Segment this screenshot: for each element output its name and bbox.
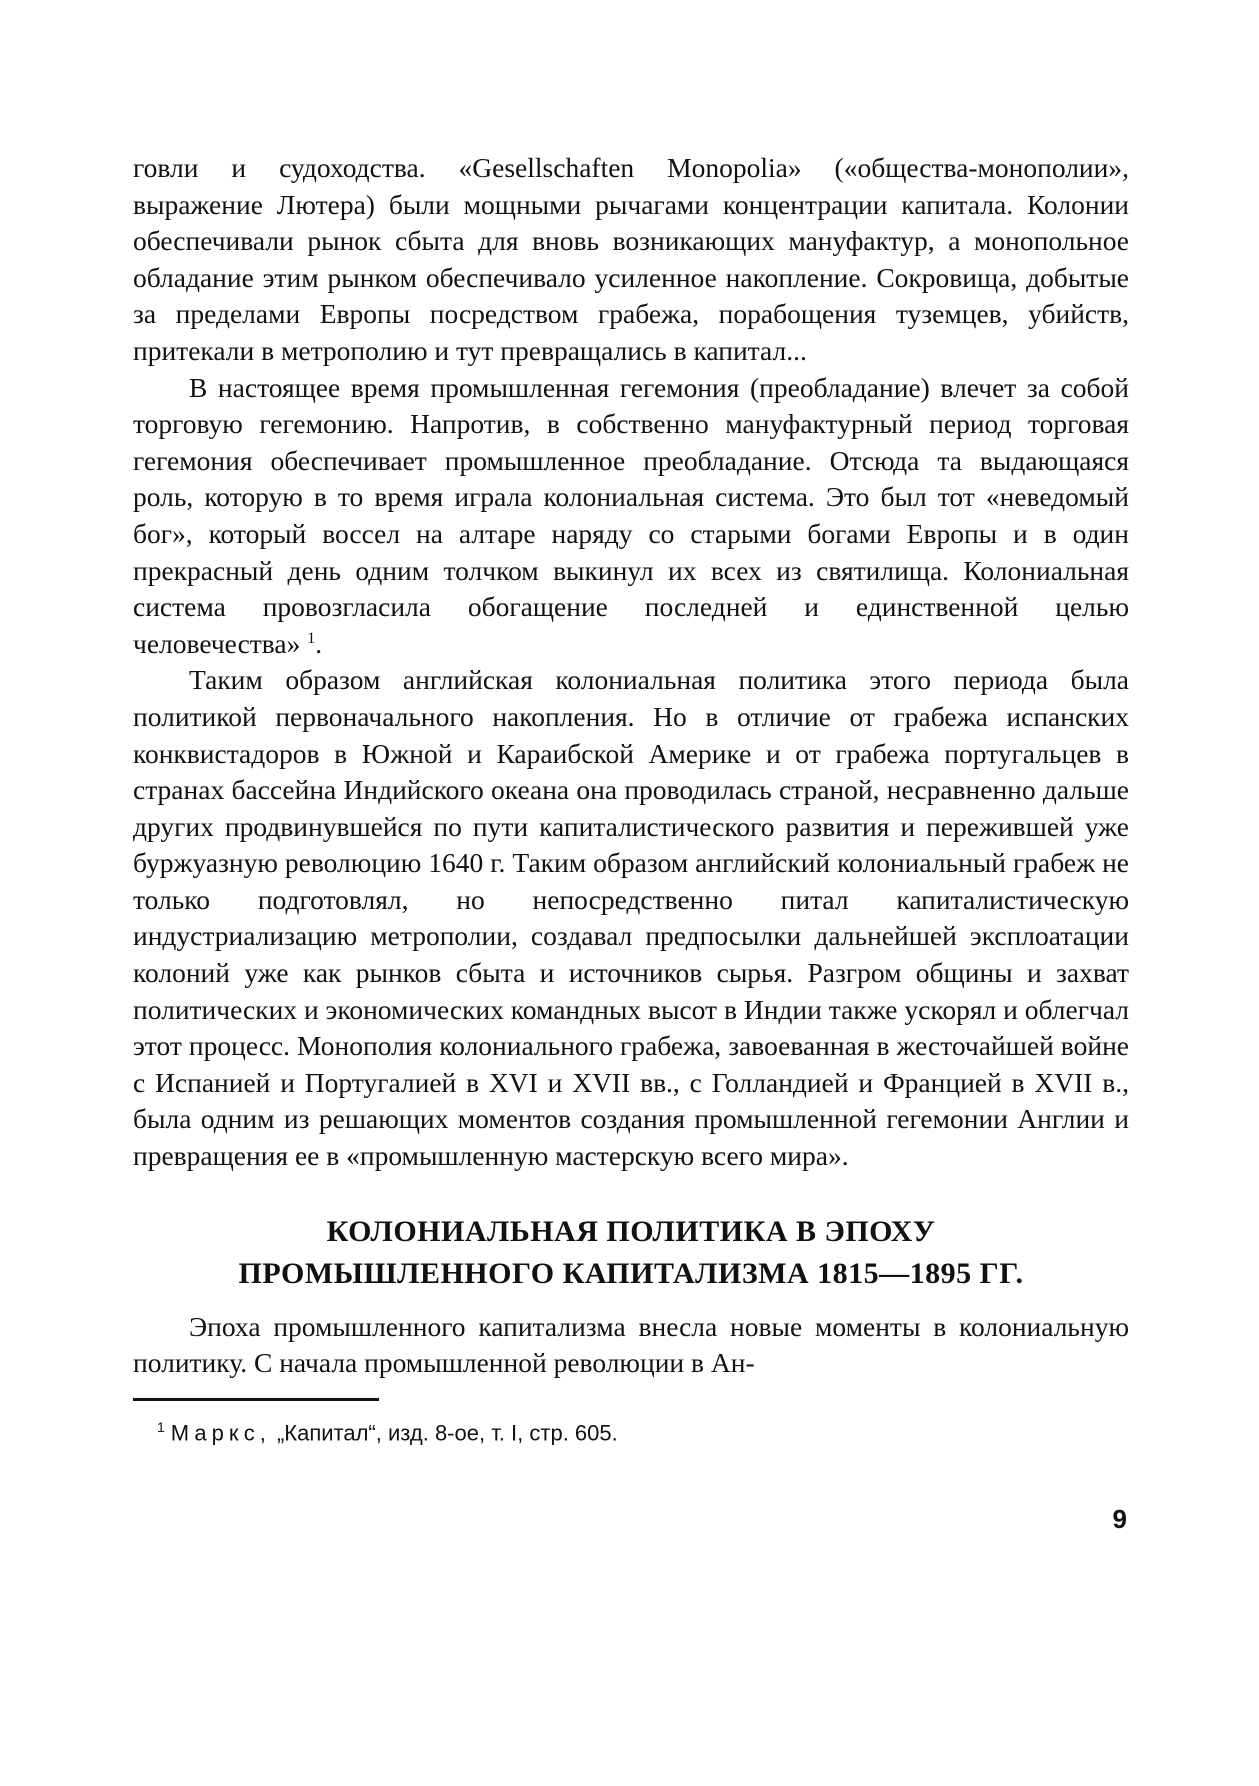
footnote-mark: 1 [157,1418,165,1435]
paragraph-text: говли и судоходства. «Gesellschaften Monopolia» («общества-монополии», выражение Лютера) были мощными рычагами концентрации капитала. Колонии обеспечивали рынок сбыта для вновь возникающих мануфактур, а монопольное обладание этим рынком обеспечивало усиленное накопление. Сокровища, добытые за пределами Европы посредством грабежа, порабощения туземцев, убийств, притекали в метрополию и тут превращались в капитал... [133,152,1129,366]
section-heading-line-1: КОЛОНИАЛЬНАЯ ПОЛИТИКА В ЭПОХУ [326,1214,936,1248]
footnote-author: Маркс, [170,1420,271,1446]
page-number: 9 [1112,1504,1127,1534]
footnote-text: „Капитал“, изд. 8-ое, т. I, стр. 605. [276,1420,618,1446]
footnote-reference: 1 [307,629,316,647]
paragraph-hegemony: В настоящее время промышленная гегемония (преобладание) влечет за собой торговую гегемонию. Напротив, в собственно мануфактурный период торговая гегемония обеспечивает промышленное преобладание. Отсюда та выдающаяся роль, которую в то время играла колониальная система. Это был тот «неведомый бог», который воссел на алтаре наряду со старыми богами Европы и в один прекрасный день одним толчком выкинул их всех из святилища. Колониальная система провозгласила обогащение последней и единственной целью человечества» $^1$. [133,371,1129,659]
paragraph-text: В настоящее время промышленная гегемония (преобладание) влечет за собой торговую гегемонию. Напротив, в собственно мануфактурный период торговая гегемония обеспечивает промышленное преобладание. Отсюда та выдающаяся роль, которую в то время играла колониальная система. Это был тот «неведомый бог», который воссел на алтаре наряду со старыми богами Европы и в один прекрасный день одним толчком выкинул их всех из святилища. Колониальная система провозгласила обогащение последней и единственной целью человечества» [133,371,1129,659]
footnote-divider [133,1398,379,1401]
section-heading-line-2: ПРОМЫШЛЕННОГО КАПИТАЛИЗМА 1815—1895 ГГ. [238,1256,1024,1290]
paragraph-colonial-policy [133,662,1129,1174]
book-page [133,150,1129,1750]
paragraph-continued [133,150,1129,370]
section-heading [133,1211,1129,1295]
paragraph-text: Таким образом английская колониальная политика этого периода была политикой первоначального накопления. Но в отличие от грабежа испанских конквистадоров в Южной и Караибской Америке и от грабежа португальцев в странах бассейна Индийского океана она проводилась страной, несравненно дальше других продвинувшейся по пути капиталистического развития и пережившей уже буржуазную революцию 1640 г. Таким образом английский колониальный грабеж не только подготовлял, но непосредственно питал капиталистическую индустриализацию метрополии, создавал предпосылки дальнейшей эксплоатации колоний уже как рынков сбыта и источников сырья. Разгром общины и захват политических и экономических командных высот в Индии также ускорял и облегчал этот процесс. Монополия колониального грабежа, завоеванная в жесточайшей войне с Испанией и Португалией в XVI и XVII вв., с Голландией и Францией в XVII в., была одним из решающих моментов создания промышленной гегемонии Англии и превращения ее в «промышленную мастерскую всего мира». [133,664,1129,1172]
section-paragraph [133,1309,1129,1382]
footnote [133,1413,1129,1447]
paragraph-text: Эпоха промышленного капитализма внесла новые моменты в колониальную политику. С начала промышленной революции в Ан- [133,1310,1129,1379]
